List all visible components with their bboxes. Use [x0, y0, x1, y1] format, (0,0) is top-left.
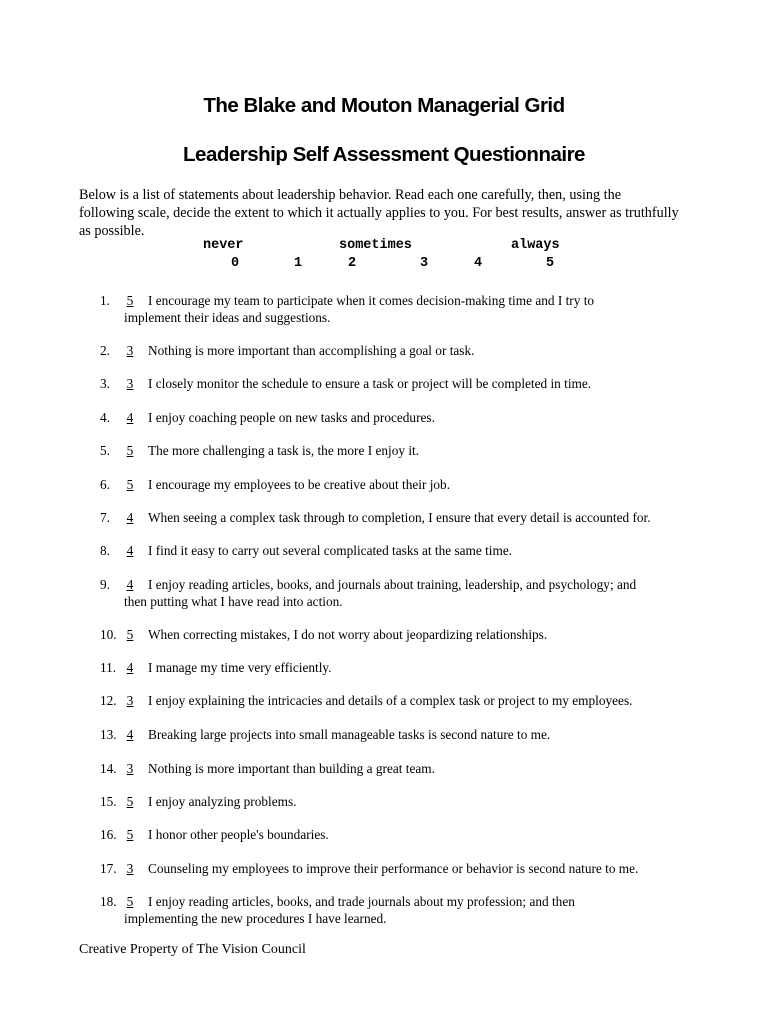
item-number: 8. [100, 543, 110, 558]
item-number: 14. [100, 761, 117, 776]
item-score: 4 [126, 660, 134, 675]
scale-number: 5 [546, 256, 555, 271]
item-statement: The more challenging a task is, the more I enjoy it. [148, 443, 420, 458]
item-statement: I enjoy analyzing problems. [148, 794, 297, 809]
intro-paragraph: Below is a list of statements about leadership behavior. Read each one carefully, then, using the following scale, decide the extent to which it actually applies to you. For best results, answer as truthfully as possible. [79, 187, 679, 239]
item-statement: I enjoy reading articles, books, and trade journals about my profession; and then [148, 894, 575, 909]
item-number: 10. [100, 627, 117, 642]
item-statement-continued: then putting what I have read into action. [124, 594, 343, 609]
item-score: 4 [126, 543, 134, 558]
item-statement: I enjoy explaining the intricacies and details of a complex task or project to my employees. [148, 693, 633, 708]
item-number: 16. [100, 827, 117, 842]
item-statement: I encourage my employees to be creative about their job. [148, 477, 451, 492]
document-title: The Blake and Mouton Managerial Grid [203, 94, 565, 117]
item-score: 3 [126, 376, 134, 391]
footer-credit: Creative Property of The Vision Council [79, 942, 306, 957]
item-statement: I enjoy reading articles, books, and journals about training, leadership, and psychology; and [148, 577, 637, 592]
item-statement: When seeing a complex task through to completion, I ensure that every detail is accounted for. [148, 510, 651, 525]
item-score: 5 [126, 443, 134, 458]
document-subtitle: Leadership Self Assessment Questionnaire [183, 143, 585, 166]
item-number: 7. [100, 510, 110, 525]
item-number: 4. [100, 410, 110, 425]
item-number: 1. [100, 293, 110, 308]
item-score: 3 [126, 861, 134, 876]
item-statement-continued: implement their ideas and suggestions. [124, 310, 331, 325]
item-number: 2. [100, 343, 110, 358]
item-score: 5 [126, 477, 134, 492]
item-statement: I enjoy coaching people on new tasks and procedures. [148, 410, 435, 425]
item-statement-continued: implementing the new procedures I have learned. [124, 911, 387, 926]
item-number: 18. [100, 894, 117, 909]
item-statement: Counseling my employees to improve their performance or behavior is second nature to me. [148, 861, 639, 876]
scale-label-always: always [511, 238, 560, 253]
item-score: 5 [126, 293, 134, 308]
item-score: 4 [126, 577, 134, 592]
item-score: 4 [126, 727, 134, 742]
item-score: 4 [126, 410, 134, 425]
scale-label-sometimes: sometimes [339, 238, 412, 253]
item-number: 3. [100, 376, 110, 391]
item-score: 3 [126, 761, 134, 776]
item-statement: I closely monitor the schedule to ensure a task or project will be completed in time. [148, 376, 592, 391]
item-score: 5 [126, 794, 134, 809]
item-number: 5. [100, 443, 110, 458]
item-number: 13. [100, 727, 117, 742]
item-statement: I honor other people's boundaries. [148, 827, 329, 842]
scale-number: 0 [231, 256, 240, 271]
item-score: 4 [126, 510, 134, 525]
item-statement: I encourage my team to participate when it comes decision-making time and I try to [148, 293, 595, 308]
item-number: 9. [100, 577, 110, 592]
item-score: 5 [126, 627, 134, 642]
scale-number: 4 [474, 256, 483, 271]
item-statement: Breaking large projects into small manageable tasks is second nature to me. [148, 727, 551, 742]
item-number: 15. [100, 794, 117, 809]
item-statement: Nothing is more important than building a great team. [148, 761, 435, 776]
item-statement: When correcting mistakes, I do not worry about jeopardizing relationships. [148, 627, 548, 642]
item-score: 3 [126, 693, 134, 708]
scale-number: 3 [420, 256, 429, 271]
item-number: 12. [100, 693, 117, 708]
item-number: 11. [100, 660, 117, 675]
item-score: 5 [126, 894, 134, 909]
item-statement: I manage my time very efficiently. [148, 660, 332, 675]
scale-number: 2 [348, 256, 357, 271]
item-number: 6. [100, 477, 110, 492]
scale-number: 1 [294, 256, 303, 271]
item-score: 5 [126, 827, 134, 842]
item-statement: Nothing is more important than accomplishing a goal or task. [148, 343, 475, 358]
item-statement: I find it easy to carry out several complicated tasks at the same time. [148, 543, 513, 558]
scale-label-never: never [203, 238, 244, 253]
item-score: 3 [126, 343, 134, 358]
item-number: 17. [100, 861, 117, 876]
